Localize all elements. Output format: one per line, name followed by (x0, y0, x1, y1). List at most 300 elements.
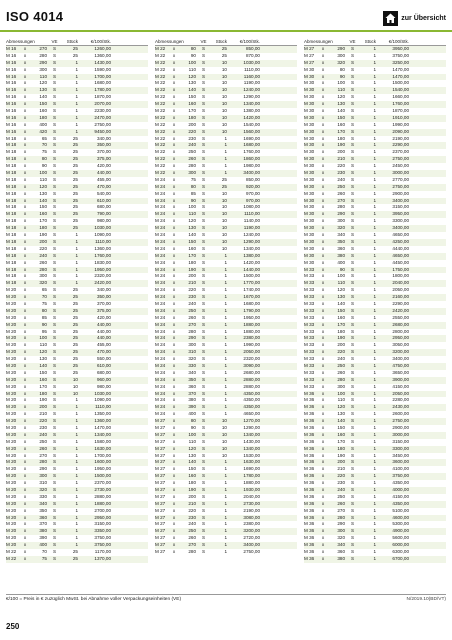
table-row (6, 418, 148, 425)
cell-price: 1740,00 (243, 287, 260, 293)
cell-stueck: 1 (75, 101, 78, 107)
cell-vc: S (350, 480, 355, 486)
cell-diameter: M 33 (304, 342, 315, 348)
cell-length: 85 (41, 314, 47, 320)
cell-stueck: 10 (221, 108, 227, 114)
cell-vc: S (201, 411, 206, 417)
cell-times: x (23, 452, 27, 458)
cell-stueck: 1 (75, 542, 78, 548)
table-row (304, 163, 446, 170)
cell-diameter: M 36 (304, 535, 315, 541)
cell-stueck: 10 (221, 438, 227, 444)
table-row (155, 67, 297, 74)
cell-vc: S (52, 280, 57, 286)
cell-stueck: 1 (373, 473, 376, 479)
cell-diameter: M 36 (304, 431, 315, 437)
cell-price: 375,00 (96, 307, 111, 313)
cell-times: x (172, 156, 176, 162)
cell-price: 1800,00 (392, 273, 409, 279)
cell-length: 130 (39, 190, 47, 196)
cell-stueck: 1 (75, 480, 78, 486)
cell-stueck: 1 (373, 487, 376, 492)
cell-stueck: 25 (72, 204, 78, 210)
cell-length: 80 (339, 66, 345, 72)
table-row (6, 122, 148, 129)
cell-length: 250 (39, 438, 47, 444)
cell-length: 390 (188, 404, 196, 410)
cell-stueck: 1 (373, 94, 376, 100)
table-row (6, 487, 148, 494)
cell-length: 230 (188, 514, 196, 520)
cell-price: 2770,00 (392, 176, 409, 182)
cell-diameter: M 27 (155, 452, 166, 458)
cell-times: x (321, 46, 325, 51)
table-row (304, 315, 446, 322)
cell-stueck: 1 (373, 362, 376, 368)
table-row (155, 267, 297, 274)
cell-price: 610,00 (96, 362, 111, 368)
cell-times: x (321, 411, 325, 417)
cell-stueck: 1 (224, 500, 227, 506)
cell-length: 100 (39, 170, 47, 176)
cell-vc: S (201, 438, 206, 444)
cell-stueck: 1 (373, 411, 376, 417)
cell-length: 340 (39, 500, 47, 506)
cell-diameter: M 27 (155, 507, 166, 513)
table-row (304, 204, 446, 211)
cell-stueck: 1 (75, 535, 78, 541)
cell-length: 120 (39, 349, 47, 355)
cell-diameter: M 36 (304, 542, 315, 548)
cell-length: 140 (188, 87, 196, 93)
cell-times: x (23, 473, 27, 479)
overview-link[interactable] (383, 10, 446, 26)
table-row (155, 356, 297, 363)
cell-diameter: M 27 (155, 535, 166, 541)
cell-price: 610,00 (96, 197, 111, 203)
cell-vc: S (350, 294, 355, 300)
cell-diameter: M 22 (155, 46, 166, 51)
cell-diameter: M 20 (6, 528, 17, 534)
header-dimensions: Abmessungen (6, 39, 35, 44)
cell-diameter: M 24 (155, 218, 166, 224)
cell-length: 110 (39, 176, 47, 182)
cell-vc: S (52, 294, 57, 300)
cell-length: 140 (188, 459, 196, 465)
cell-price: 970,00 (245, 190, 260, 196)
table-row (155, 308, 297, 315)
table-row (155, 273, 297, 280)
cell-length: 300 (337, 528, 345, 534)
cell-length: 320 (39, 280, 47, 286)
cell-price: 3650,00 (392, 369, 409, 375)
cell-length: 140 (337, 418, 345, 424)
cell-times: x (23, 480, 27, 486)
cell-diameter: M 20 (6, 362, 17, 368)
cell-length: 180 (39, 225, 47, 231)
cell-diameter: M 22 (155, 73, 166, 79)
cell-diameter: M 36 (304, 507, 315, 513)
cell-diameter: M 22 (155, 87, 166, 93)
cell-diameter: M 36 (304, 452, 315, 458)
cell-stueck: 10 (221, 197, 227, 203)
cell-diameter: M 22 (155, 52, 166, 58)
cell-length: 170 (39, 383, 47, 389)
cell-vc: S (52, 555, 57, 561)
cell-vc: S (52, 121, 57, 127)
cell-vc: S (350, 101, 355, 107)
cell-stueck: 1 (373, 245, 376, 251)
cell-diameter: M 30 (304, 66, 315, 72)
table-row (155, 287, 297, 294)
cell-stueck: 25 (221, 52, 227, 58)
cell-stueck: 1 (224, 335, 227, 341)
cell-vc: S (350, 307, 355, 313)
table-row (6, 501, 148, 508)
cell-vc: S (201, 535, 206, 541)
cell-diameter: M 22 (155, 142, 166, 148)
table-row (6, 53, 148, 60)
cell-stueck: 10 (221, 94, 227, 100)
cell-vc: S (52, 431, 57, 437)
cell-vc: S (201, 94, 206, 100)
table-row (155, 370, 297, 377)
cell-vc: S (52, 128, 57, 134)
cell-vc: S (350, 59, 355, 65)
cell-diameter: M 30 (304, 94, 315, 100)
cell-vc: S (201, 549, 206, 555)
cell-vc: S (201, 404, 206, 410)
cell-vc: S (350, 238, 355, 244)
cell-price: 2880,00 (243, 376, 260, 382)
cell-stueck: 10 (221, 101, 227, 107)
cell-times: x (321, 238, 325, 244)
cell-stueck: 1 (75, 273, 78, 279)
cell-times: x (321, 369, 325, 375)
cell-vc: S (201, 362, 206, 368)
cell-price: 1600,00 (94, 459, 111, 465)
cell-stueck: 10 (221, 80, 227, 86)
cell-stueck: 1 (75, 59, 78, 65)
cell-vc: S (52, 273, 57, 279)
cell-price: 2600,00 (392, 411, 409, 417)
cell-length: 280 (337, 204, 345, 210)
cell-times: x (321, 94, 325, 100)
cell-length: 380 (337, 252, 345, 258)
table-row (155, 294, 297, 301)
cell-times: x (23, 80, 27, 86)
cell-stueck: 1 (373, 73, 376, 79)
table-row (6, 535, 148, 542)
cell-price: 3400,00 (392, 356, 409, 362)
cell-price: 420,00 (96, 314, 111, 320)
cell-price: 4350,00 (392, 500, 409, 506)
cell-times: x (321, 404, 325, 410)
table-row (304, 370, 446, 377)
cell-price: 1660,00 (392, 94, 409, 100)
cell-price: 3900,00 (392, 376, 409, 382)
cell-length: 230 (337, 170, 345, 176)
cell-length: 300 (39, 66, 47, 72)
cell-price: 1770,00 (243, 280, 260, 286)
table-row (6, 370, 148, 377)
cell-vc: S (201, 480, 206, 486)
cell-length: 290 (39, 466, 47, 472)
table-row (6, 136, 148, 143)
cell-vc: S (350, 411, 355, 417)
cell-length: 260 (188, 314, 196, 320)
cell-stueck: 1 (224, 273, 227, 279)
table-row (6, 149, 148, 156)
cell-price: 2880,00 (243, 383, 260, 389)
cell-stueck: 1 (373, 142, 376, 148)
cell-times: x (321, 142, 325, 148)
cell-vc: S (350, 369, 355, 375)
cell-times: x (23, 418, 27, 424)
cell-stueck: 1 (373, 80, 376, 86)
cell-vc: S (201, 342, 206, 348)
cell-vc: S (201, 307, 206, 313)
cell-price: 1360,00 (94, 245, 111, 251)
cell-diameter: M 18 (6, 252, 17, 258)
cell-diameter: M 27 (155, 542, 166, 548)
cell-stueck: 25 (72, 356, 78, 362)
cell-times: x (321, 500, 325, 506)
cell-length: 75 (41, 300, 47, 306)
cell-diameter: M 27 (155, 528, 166, 534)
table-row (155, 466, 297, 473)
table-row (155, 53, 297, 60)
table-header (304, 37, 446, 46)
cell-length: 280 (188, 328, 196, 334)
table-row (155, 480, 297, 487)
cell-diameter: M 24 (155, 252, 166, 258)
cell-diameter: M 20 (6, 418, 17, 424)
table-row (155, 46, 297, 53)
cell-vc: S (350, 46, 355, 51)
cell-stueck: 1 (373, 280, 376, 286)
cell-vc: S (52, 94, 57, 100)
cell-vc: S (201, 52, 206, 58)
cell-diameter: M 36 (304, 500, 315, 506)
cell-times: x (172, 114, 176, 120)
cell-diameter: M 36 (304, 404, 315, 410)
cell-times: x (321, 135, 325, 141)
cell-length: 100 (337, 273, 345, 279)
cell-price: 1470,00 (392, 73, 409, 79)
table-row (155, 446, 297, 453)
cell-diameter: M 30 (304, 225, 315, 231)
cell-stueck: 1 (75, 94, 78, 100)
cell-price: 2750,00 (392, 418, 409, 424)
cell-price: 1500,00 (392, 80, 409, 86)
cell-stueck: 10 (221, 232, 227, 238)
cell-vc: S (201, 335, 206, 341)
table-row (304, 335, 446, 342)
cell-length: 350 (337, 238, 345, 244)
cell-length: 190 (39, 397, 47, 403)
cell-price: 540,00 (96, 190, 111, 196)
cell-diameter: M 27 (304, 52, 315, 58)
cell-length: 250 (337, 183, 345, 189)
cell-price: 2900,00 (392, 190, 409, 196)
cell-diameter: M 27 (155, 418, 166, 424)
cell-times: x (23, 362, 27, 368)
cell-stueck: 1 (224, 259, 227, 265)
cell-diameter: M 16 (6, 46, 17, 51)
cell-diameter: M 27 (155, 487, 166, 492)
cell-vc: S (52, 487, 57, 492)
price-table (155, 37, 297, 563)
cell-vc: S (201, 466, 206, 472)
cell-diameter: M 18 (6, 238, 17, 244)
cell-price: 1340,00 (243, 431, 260, 437)
cell-length: 120 (337, 287, 345, 293)
cell-diameter: M 18 (6, 280, 17, 286)
cell-diameter: M 30 (304, 156, 315, 162)
cell-price: 6700,00 (392, 555, 409, 561)
cell-vc: S (52, 108, 57, 114)
cell-stueck: 25 (221, 176, 227, 182)
cell-length: 360 (337, 549, 345, 555)
cell-diameter: M 16 (6, 128, 17, 134)
cell-stueck: 1 (373, 300, 376, 306)
cell-price: 4440,00 (392, 245, 409, 251)
cell-stueck: 1 (373, 135, 376, 141)
cell-times: x (23, 232, 27, 238)
cell-vc: S (52, 245, 57, 251)
cell-stueck: 1 (75, 80, 78, 86)
cell-price: 2280,00 (392, 397, 409, 403)
cell-length: 260 (337, 190, 345, 196)
cell-times: x (321, 300, 325, 306)
cell-stueck: 1 (373, 452, 376, 458)
table-row (6, 342, 148, 349)
cell-length: 100 (188, 204, 196, 210)
table-row (304, 404, 446, 411)
cell-vc: S (350, 142, 355, 148)
cell-length: 150 (337, 307, 345, 313)
cell-diameter: M 36 (304, 487, 315, 492)
table-row (155, 411, 297, 418)
cell-times: x (321, 528, 325, 534)
cell-vc: S (350, 211, 355, 217)
table-row (6, 411, 148, 418)
cell-price: 850,00 (245, 176, 260, 182)
cell-vc: S (201, 459, 206, 465)
cell-stueck: 10 (221, 431, 227, 437)
cell-times: x (321, 307, 325, 313)
cell-price: 2700,00 (94, 507, 111, 513)
table-row (155, 535, 297, 542)
cell-stueck: 1 (75, 418, 78, 424)
table-row (304, 170, 446, 177)
cell-diameter: M 22 (155, 156, 166, 162)
cell-diameter: M 18 (6, 149, 17, 155)
table-row (304, 239, 446, 246)
header-price: €/100/Stk. (90, 39, 111, 44)
cell-length: 130 (337, 294, 345, 300)
cell-length: 240 (188, 142, 196, 148)
cell-stueck: 1 (224, 362, 227, 368)
table-row (6, 101, 148, 108)
cell-diameter: M 36 (304, 549, 315, 555)
cell-diameter: M 36 (304, 555, 315, 561)
cell-length: 80 (190, 46, 196, 51)
cell-diameter: M 33 (304, 369, 315, 375)
cell-stueck: 1 (373, 252, 376, 258)
cell-vc: S (201, 390, 206, 396)
cell-vc: S (52, 46, 57, 51)
cell-length: 340 (188, 369, 196, 375)
cell-times: x (23, 252, 27, 258)
cell-diameter: M 30 (304, 245, 315, 251)
cell-diameter: M 33 (304, 383, 315, 389)
cell-diameter: M 18 (6, 156, 17, 162)
cell-times: x (172, 397, 176, 403)
cell-vc: S (350, 259, 355, 265)
cell-length: 330 (39, 493, 47, 499)
cell-times: x (321, 294, 325, 300)
cell-stueck: 10 (221, 238, 227, 244)
cell-diameter: M 22 (155, 108, 166, 114)
cell-times: x (321, 362, 325, 368)
cell-price: 970,00 (245, 197, 260, 203)
cell-price: 2050,00 (392, 390, 409, 396)
cell-length: 240 (39, 431, 47, 437)
cell-stueck: 1 (373, 307, 376, 313)
cell-diameter: M 24 (155, 183, 166, 189)
cell-times: x (321, 535, 325, 541)
cell-times: x (172, 452, 176, 458)
cell-vc: S (52, 232, 57, 238)
cell-price: 1780,00 (94, 87, 111, 93)
table-row (6, 549, 148, 556)
cell-diameter: M 16 (6, 94, 17, 100)
cell-price: 980,00 (96, 383, 111, 389)
cell-diameter: M 24 (155, 245, 166, 251)
cell-length: 140 (188, 232, 196, 238)
cell-diameter: M 24 (155, 404, 166, 410)
cell-length: 180 (188, 114, 196, 120)
cell-diameter: M 27 (155, 514, 166, 520)
cell-vc: S (201, 431, 206, 437)
cell-stueck: 1 (373, 335, 376, 341)
cell-length: 140 (39, 94, 47, 100)
cell-stueck: 1 (75, 487, 78, 492)
cell-vc: S (52, 514, 57, 520)
cell-times: x (172, 438, 176, 444)
table-body (155, 46, 297, 556)
cell-length: 90 (190, 424, 196, 430)
cell-stueck: 1 (224, 294, 227, 300)
table-row (155, 425, 297, 432)
cell-price: 2050,00 (392, 287, 409, 293)
cell-price: 1690,00 (243, 466, 260, 472)
cell-price: 3080,00 (243, 514, 260, 520)
cell-diameter: M 20 (6, 542, 17, 548)
cell-length: 260 (188, 156, 196, 162)
footer-divider (6, 594, 446, 595)
cell-price: 455,00 (96, 342, 111, 348)
cell-length: 270 (39, 46, 47, 51)
cell-diameter: M 24 (155, 314, 166, 320)
cell-stueck: 1 (373, 238, 376, 244)
cell-vc: S (350, 300, 355, 306)
cell-vc: S (52, 197, 57, 203)
cell-price: 1440,00 (243, 266, 260, 272)
cell-vc: S (201, 424, 206, 430)
